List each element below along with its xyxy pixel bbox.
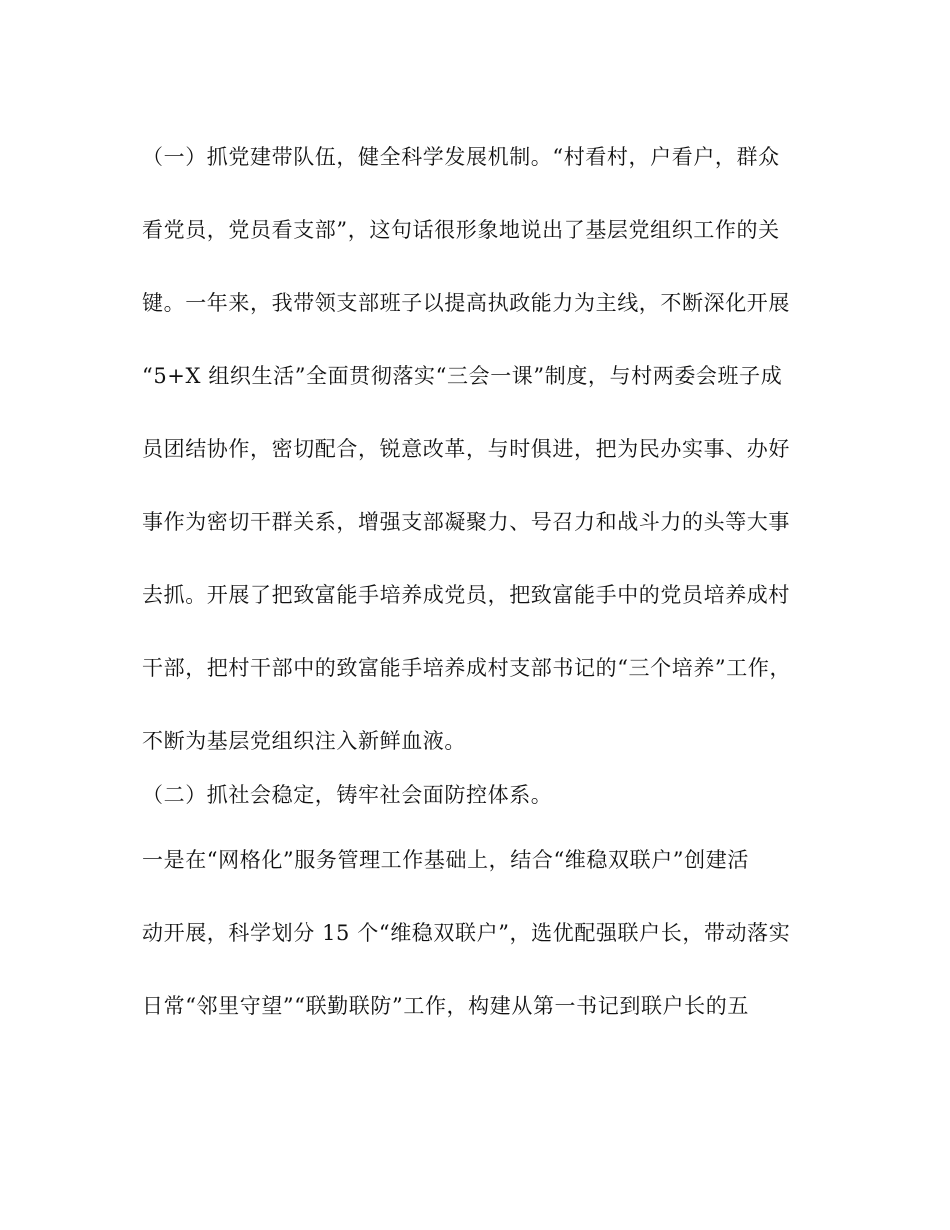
- text-line: 去抓。开展了把致富能手培养成党员，把致富能手中的党员培养成村: [142, 583, 790, 607]
- text-line: 干部，把村干部中的致富能手培养成村支部书记的“三个培养”工作，: [142, 656, 792, 680]
- text-line: 一是在“网格化”服务管理工作基础上，结合“维稳双联户”创建活: [142, 848, 749, 872]
- text-line: 不断为基层党组织注入新鲜血液。: [142, 729, 466, 753]
- text-line: 日常“邻里守望”“联勤联防”工作，构建从第一书记到联户长的五: [142, 994, 749, 1018]
- text-line: 事作为密切干群关系，增强支部凝聚力、号召力和战斗力的头等大事: [142, 510, 790, 534]
- text-line: “5+X 组织生活”全面贯彻落实“三会一课”制度，与村两委会班子成: [142, 364, 783, 388]
- text-line: 键。一年来，我带领支部班子以提高执政能力为主线，不断深化开展: [142, 291, 790, 315]
- text-line: 员团结协作，密切配合，锐意改革，与时俱进，把为民办实事、办好: [142, 437, 790, 461]
- text-line: 动开展，科学划分 15 个“维稳双联户”，选优配强联户长，带动落实: [142, 921, 791, 945]
- section-heading: （二）抓社会稳定，铸牢社会面防控体系。: [142, 783, 553, 807]
- text-line: （一）抓党建带队伍，健全科学发展机制。“村看村，户看户，群众: [142, 145, 780, 169]
- text-line: 看党员，党员看支部”，这句话很形象地说出了基层党组织工作的关: [142, 218, 780, 242]
